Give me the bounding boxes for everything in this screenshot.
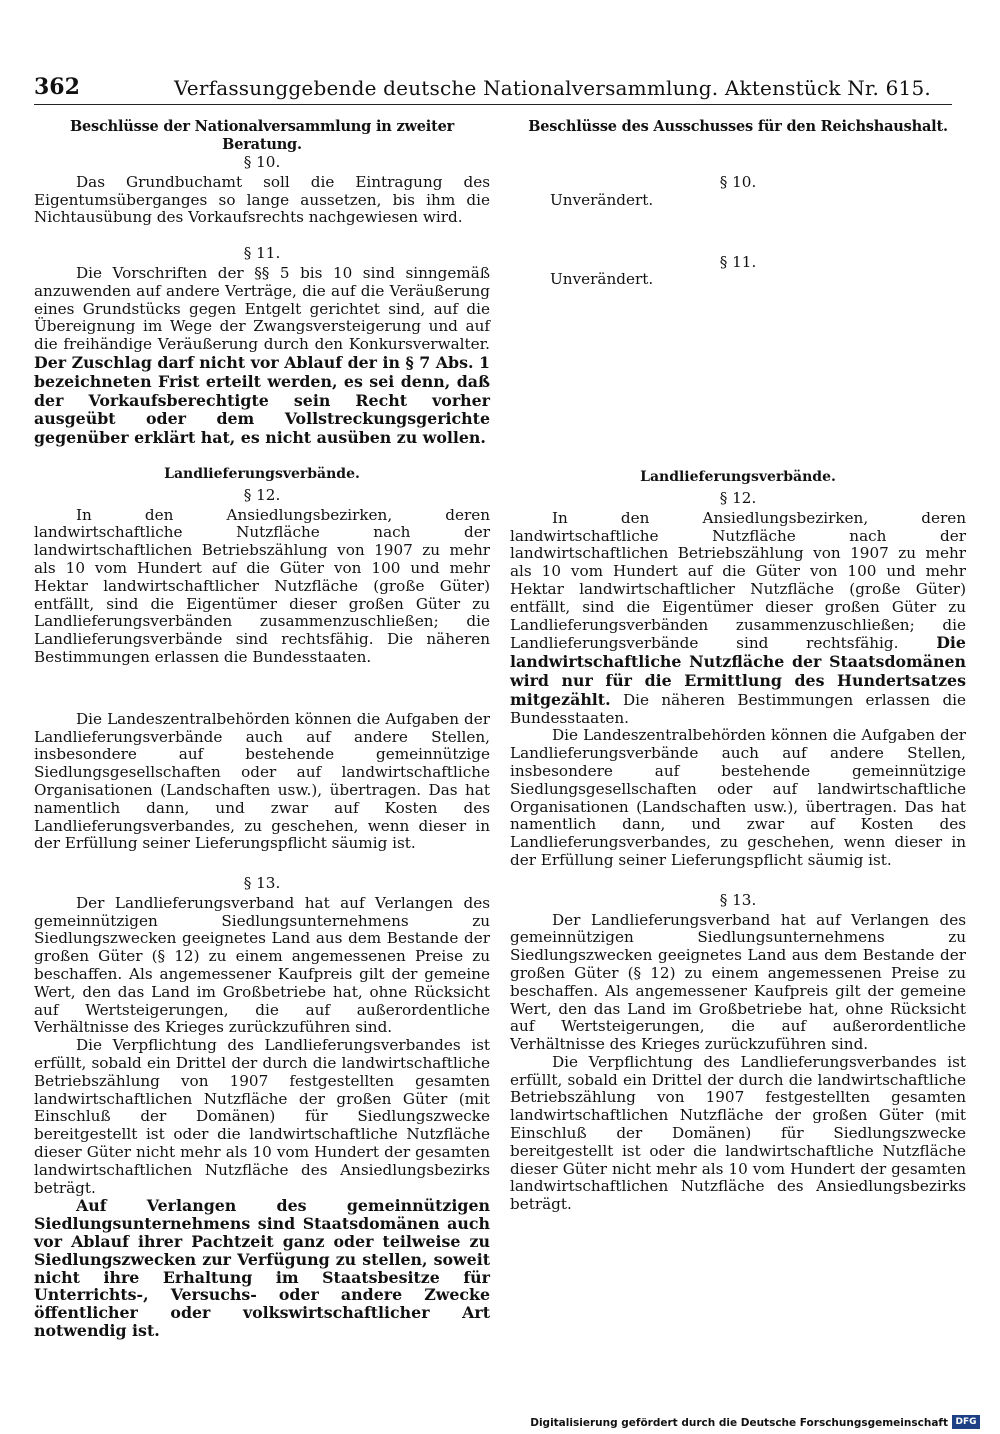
running-title: Verfassunggebende deutsche Nationalversammlung. Aktenstück Nr. 615.	[174, 76, 931, 100]
right-section-13-paragraph-1: Der Landlieferungsverband hat auf Verlangen des gemeinnützigen Siedlungsunternehmens zu Siedlungszwecken geeignetes Land aus dem Bestande der großen Güter (§ 12) zu einem angemessenen Preise zu beschaffen. Als angemessener Kaufpreis gilt der gemeine Wert, den das Land im Großbetriebe hat, ohne Rücksicht auf Wertsteigerungen, die auf außerordentliche Verhältnisse des Krieges zurückzuführen sind.	[510, 910, 966, 1054]
page-header	[34, 74, 952, 105]
right-heading-landlieferungsverbaende: Landlieferungsverbände.	[640, 469, 836, 486]
right-section-12-paragraph	[510, 510, 966, 728]
left-column	[34, 118, 490, 1340]
dfg-logo-icon: DFG	[952, 1415, 980, 1429]
right-section-12-heading: § 12.	[719, 488, 757, 507]
right-section-10-heading: § 10.	[719, 173, 757, 191]
left-heading-landlieferungsverbaende: Landlieferungsverbände.	[164, 465, 360, 482]
left-section-12-heading: § 12.	[243, 485, 281, 504]
right-section-12-tail: Die näheren Bestimmungen erlassen die Bundesstaaten.	[510, 690, 967, 727]
left-column-title: Beschlüsse der Nationalversammlung in zweiter Beratung.	[69, 118, 455, 153]
left-section-12-paragraph-2: Die Landeszentralbehörden können die Aufgaben der Landlieferungsverbände auch auf andere Stellen, insbesondere auf bestehende gemeinnützige Siedlungsgesellschaften oder auf landwirtschaftliche Organisationen (Landschaften usw.), übertragen. Das hat namentlich dann, und zwar auf Kosten des Landlieferungsverbandes, zu geschehen, wenn dieser in der Erfüllung seiner Lieferungspflicht säumig ist.	[34, 709, 490, 853]
left-section-12-text: In den Ansiedlungsbezirken, deren landwirtschaftliche Nutzfläche nach der landwirtschaftlichen Betriebszählung von 1907 zu mehr als 10 vom Hundert auf die Güter von 100 und mehr Hektar landwirtschaftlicher Nutzfläche (große Güter) entfällt, sind die Eigentümer dieser großen Güter zu Landlieferungsverbänden zusammenzuschließen; die Landlieferungsverbände sind rechtsfähig. Die näheren Bestimmungen erlassen die Bundesstaaten.	[34, 505, 490, 666]
left-section-13-paragraph-3-bold: Auf Verlangen des gemeinnützigen Siedlungsunternehmens sind Staatsdomänen auch vor Ablauf ihrer Pachtzeit ganz oder teilweise zu Siedlungszwecken zur Verfügung zu stellen, soweit nicht ihre Erhaltung im Staatsbesitze für Unterrichts-, Versuchs- oder andere Zwecke öffentlicher oder volkswirtschaftlicher Art notwendig ist.	[34, 1196, 490, 1341]
digitization-credit: Digitalisierung gefördert durch die Deutsche Forschungsgemeinschaft	[530, 1417, 948, 1429]
left-section-11-text: Die Vorschriften der §§ 5 bis 10 sind sinngemäß anzuwenden auf andere Verträge, die auf die Veräußerung eines Grundstücks gegen Entgelt gerichtet sind, auf die Übereignung im Wege der Zwangsversteigerung und auf die freihändige Veräußerung durch den Konkursverwalter.	[34, 263, 490, 354]
left-section-11-bold-amendment: Der Zuschlag darf nicht vor Ablauf der in § 7 Abs. 1 bezeichneten Frist erteilt werden, es sei denn, daß der Vorkaufsberechtigte sein Recht vorher ausgeübt oder dem Vollstreckungsgerichte gegenüber erklärt hat, es nicht ausüben zu wollen.	[34, 352, 490, 448]
right-section-11-text: Unverändert.	[550, 270, 654, 289]
left-section-10-text: Das Grundbuchamt soll die Eintragung des Eigentumsüberganges so lange aussetzen, bis ihm die Nichtausübung des Vorkaufsrechts nachgewiesen wird.	[34, 172, 490, 227]
left-section-13-paragraph-1: Der Landlieferungsverband hat auf Verlangen des gemeinnützigen Siedlungsunternehmens zu Siedlungszwecken geeignetes Land aus dem Bestande der großen Güter (§ 12) zu einem angemessenen Preise zu beschaffen. Als angemessener Kaufpreis gilt der gemeine Wert, den das Land im Großbetriebe hat, ohne Rücksicht auf Wertsteigerungen, die auf außerordentliche Verhältnisse des Krieges zurückzuführen sind.	[34, 893, 490, 1037]
left-section-13-heading: § 13.	[243, 874, 281, 893]
left-section-10-heading: § 10.	[243, 153, 281, 171]
right-column	[510, 118, 966, 1214]
right-section-12-paragraph-2: Die Landeszentralbehörden können die Aufgaben der Landlieferungsverbände auch auf andere Stellen, insbesondere auf bestehende gemeinnützige Siedlungsgesellschaften oder auf landwirtschaftliche Organisationen (Landschaften usw.), übertragen. Das hat namentlich dann, und zwar auf Kosten des Landlieferungsverbandes, zu geschehen, wenn dieser in der Erfüllung seiner Lieferungspflicht säumig ist.	[510, 726, 966, 869]
right-section-13-paragraph-2: Die Verpflichtung des Landlieferungsverbandes ist erfüllt, sobald ein Drittel der durch die landwirtschaftliche Betriebszählung von 1907 festgestellten gesamten landwirtschaftlichen Nutzfläche der großen Güter (mit Einschluß der Domänen) für Siedlungszwecke bereitgestellt ist oder die landwirtschaftliche Nutzfläche dieser Güter nicht mehr als 10 vom Hundert der gesamten landwirtschaftlichen Nutzfläche des Ansiedlungsbezirks beträgt.	[510, 1052, 966, 1214]
left-section-11-heading: § 11.	[243, 244, 281, 263]
page-number: 362	[34, 74, 80, 100]
right-section-10-text: Unverändert.	[550, 190, 654, 209]
left-section-11-paragraph	[34, 265, 490, 448]
right-section-12-bold-amendment: Die landwirtschaftliche Nutzfläche der Staatsdomänen wird nur für die Ermittlung des Hundertsatzes mitgezählt.	[510, 633, 966, 709]
right-section-11-heading: § 11.	[719, 252, 757, 271]
right-section-12-text: In den Ansiedlungsbezirken, deren landwirtschaftliche Nutzfläche nach der landwirtschaftlichen Betriebszählung von 1907 zu mehr als 10 vom Hundert auf die Güter von 100 und mehr Hektar landwirtschaftlicher Nutzfläche (große Güter) entfällt, sind die Eigentümer dieser großen Güter zu Landlieferungsverbänden zusammenzuschließen; die Landlieferungsverbände sind rechtsfähig.	[510, 508, 966, 653]
right-column-title: Beschlüsse des Ausschusses für den Reichshaushalt.	[528, 118, 948, 135]
left-section-13-paragraph-2: Die Verpflichtung des Landlieferungsverbandes ist erfüllt, sobald ein Drittel der durch die landwirtschaftliche Betriebszählung von 1907 festgestellten gesamten landwirtschaftlichen Nutzfläche der großen Güter (mit Einschluß der Domänen) für Siedlungszwecke bereitgestellt ist oder die landwirtschaftliche Nutzfläche dieser Güter nicht mehr als 10 vom Hundert der gesamten landwirtschaftlichen Nutzfläche des Ansiedlungsbezirks beträgt.	[34, 1036, 490, 1197]
right-section-13-heading: § 13.	[719, 890, 757, 909]
